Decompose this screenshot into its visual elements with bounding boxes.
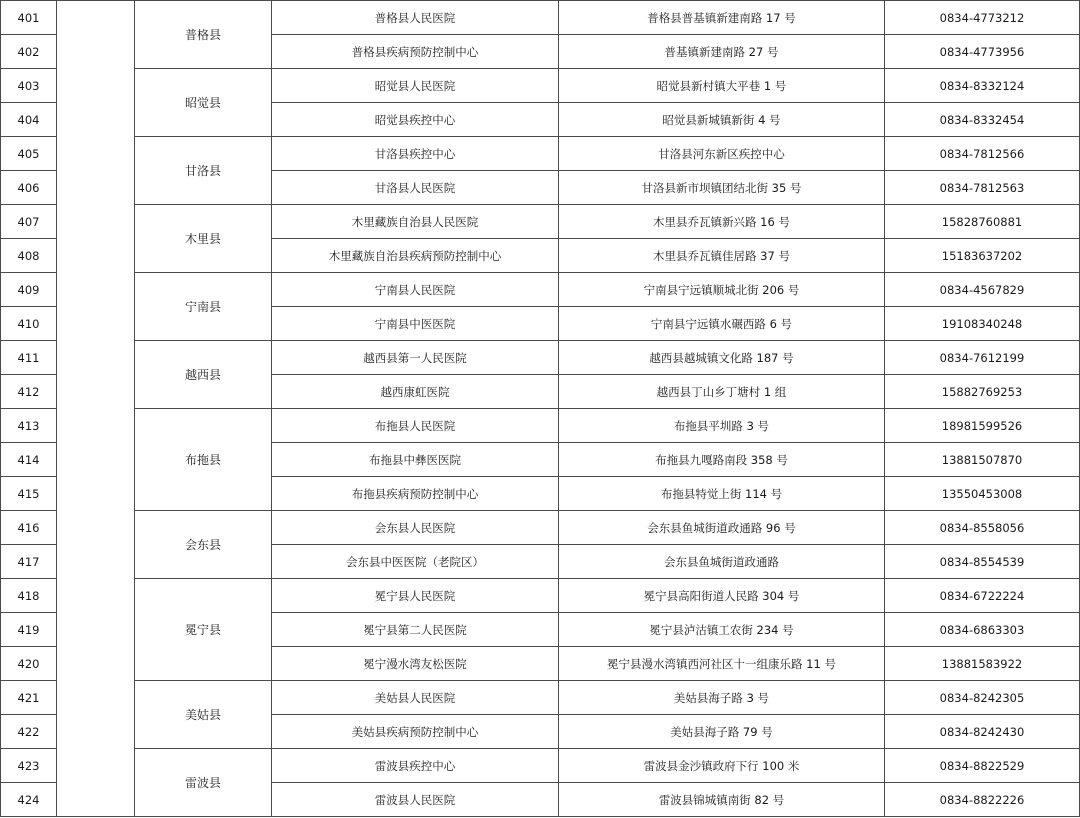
address: 宁南县宁远镇水碾西路 6 号 [559, 307, 885, 341]
address: 美姑县海子路 79 号 [559, 715, 885, 749]
phone-number: 0834-8822529 [885, 749, 1080, 783]
row-number: 420 [1, 647, 57, 681]
address: 木里县乔瓦镇佳居路 37 号 [559, 239, 885, 273]
row-number: 422 [1, 715, 57, 749]
address: 普基镇新建南路 27 号 [559, 35, 885, 69]
county-cell: 普格县 [135, 1, 272, 69]
institution-name: 木里藏族自治县疾病预防控制中心 [272, 239, 559, 273]
row-number: 412 [1, 375, 57, 409]
table-row [1, 205, 1080, 239]
institution-name: 木里藏族自治县人民医院 [272, 205, 559, 239]
row-number: 406 [1, 171, 57, 205]
phone-number: 0834-8242430 [885, 715, 1080, 749]
address: 会东县鱼城街道政通路 96 号 [559, 511, 885, 545]
phone-number: 13881507870 [885, 443, 1080, 477]
address: 雷波县金沙镇政府下行 100 米 [559, 749, 885, 783]
county-cell: 宁南县 [135, 273, 272, 341]
institution-name: 越西康虹医院 [272, 375, 559, 409]
address: 甘洛县新市坝镇团结北街 35 号 [559, 171, 885, 205]
institution-name: 雷波县疾控中心 [272, 749, 559, 783]
institution-name: 布拖县疾病预防控制中心 [272, 477, 559, 511]
row-number: 403 [1, 69, 57, 103]
table-row [1, 69, 1080, 103]
institution-name: 普格县人民医院 [272, 1, 559, 35]
county-cell: 甘洛县 [135, 137, 272, 205]
address: 越西县越城镇文化路 187 号 [559, 341, 885, 375]
row-number: 417 [1, 545, 57, 579]
phone-number: 0834-8332124 [885, 69, 1080, 103]
row-number: 405 [1, 137, 57, 171]
phone-number: 0834-6863303 [885, 613, 1080, 647]
table-row [1, 1, 1080, 35]
phone-number: 0834-6722224 [885, 579, 1080, 613]
institution-name: 越西县第一人民医院 [272, 341, 559, 375]
county-cell: 木里县 [135, 205, 272, 273]
institution-name: 普格县疾病预防控制中心 [272, 35, 559, 69]
table-row [1, 341, 1080, 375]
row-number: 416 [1, 511, 57, 545]
phone-number: 0834-7812563 [885, 171, 1080, 205]
address: 普格县普基镇新建南路 17 号 [559, 1, 885, 35]
address: 宁南县宁远镇顺城北街 206 号 [559, 273, 885, 307]
row-number: 424 [1, 783, 57, 817]
phone-number: 0834-4773956 [885, 35, 1080, 69]
row-number: 411 [1, 341, 57, 375]
institution-name: 雷波县人民医院 [272, 783, 559, 817]
county-cell: 雷波县 [135, 749, 272, 817]
address: 木里县乔瓦镇新兴路 16 号 [559, 205, 885, 239]
row-number: 414 [1, 443, 57, 477]
phone-number: 19108340248 [885, 307, 1080, 341]
address: 昭觉县新城镇新街 4 号 [559, 103, 885, 137]
address: 昭觉县新村镇大平巷 1 号 [559, 69, 885, 103]
institution-name: 昭觉县人民医院 [272, 69, 559, 103]
row-number: 419 [1, 613, 57, 647]
phone-number: 13881583922 [885, 647, 1080, 681]
phone-number: 15882769253 [885, 375, 1080, 409]
phone-number: 0834-8558056 [885, 511, 1080, 545]
county-cell: 昭觉县 [135, 69, 272, 137]
phone-number: 0834-8242305 [885, 681, 1080, 715]
phone-number: 0834-8822226 [885, 783, 1080, 817]
phone-number: 0834-8554539 [885, 545, 1080, 579]
institution-name: 甘洛县疾控中心 [272, 137, 559, 171]
row-number: 407 [1, 205, 57, 239]
phone-number: 0834-4773212 [885, 1, 1080, 35]
county-cell: 美姑县 [135, 681, 272, 749]
row-number: 421 [1, 681, 57, 715]
institution-name: 冕宁县第二人民医院 [272, 613, 559, 647]
address: 甘洛县河东新区疾控中心 [559, 137, 885, 171]
table-row [1, 579, 1080, 613]
row-number: 402 [1, 35, 57, 69]
table-row [1, 511, 1080, 545]
table-row [1, 409, 1080, 443]
institution-name: 昭觉县疾控中心 [272, 103, 559, 137]
row-number: 415 [1, 477, 57, 511]
table-row [1, 273, 1080, 307]
city-cell [57, 1, 135, 817]
row-number: 404 [1, 103, 57, 137]
address: 会东县鱼城街道政通路 [559, 545, 885, 579]
address: 冕宁县高阳街道人民路 304 号 [559, 579, 885, 613]
address: 雷波县锦城镇南街 82 号 [559, 783, 885, 817]
row-number: 410 [1, 307, 57, 341]
table-row [1, 749, 1080, 783]
row-number: 423 [1, 749, 57, 783]
county-cell: 冕宁县 [135, 579, 272, 681]
phone-number: 15828760881 [885, 205, 1080, 239]
institution-name: 甘洛县人民医院 [272, 171, 559, 205]
row-number: 418 [1, 579, 57, 613]
address: 布拖县特觉上街 114 号 [559, 477, 885, 511]
phone-number: 15183637202 [885, 239, 1080, 273]
institution-name: 布拖县中彝医医院 [272, 443, 559, 477]
row-number: 408 [1, 239, 57, 273]
phone-number: 13550453008 [885, 477, 1080, 511]
phone-number: 0834-7812566 [885, 137, 1080, 171]
county-cell: 越西县 [135, 341, 272, 409]
address: 布拖县九嘎路南段 358 号 [559, 443, 885, 477]
county-cell: 会东县 [135, 511, 272, 579]
institution-name: 冕宁县人民医院 [272, 579, 559, 613]
phone-number: 18981599526 [885, 409, 1080, 443]
phone-number: 0834-7612199 [885, 341, 1080, 375]
county-cell: 布拖县 [135, 409, 272, 511]
address: 美姑县海子路 3 号 [559, 681, 885, 715]
row-number: 409 [1, 273, 57, 307]
table-row [1, 681, 1080, 715]
institution-name: 美姑县疾病预防控制中心 [272, 715, 559, 749]
row-number: 401 [1, 1, 57, 35]
table-body [1, 1, 1080, 817]
institution-name: 宁南县中医医院 [272, 307, 559, 341]
table-row [1, 137, 1080, 171]
institution-name: 美姑县人民医院 [272, 681, 559, 715]
address: 越西县丁山乡丁塘村 1 组 [559, 375, 885, 409]
row-number: 413 [1, 409, 57, 443]
phone-number: 0834-4567829 [885, 273, 1080, 307]
phone-number: 0834-8332454 [885, 103, 1080, 137]
address: 冕宁县漫水湾镇西河社区十一组康乐路 11 号 [559, 647, 885, 681]
institution-name: 布拖县人民医院 [272, 409, 559, 443]
institution-name: 冕宁漫水湾友松医院 [272, 647, 559, 681]
institution-name: 会东县中医医院（老院区） [272, 545, 559, 579]
institution-name: 宁南县人民医院 [272, 273, 559, 307]
institution-name: 会东县人民医院 [272, 511, 559, 545]
address: 布拖县平圳路 3 号 [559, 409, 885, 443]
address: 冕宁县泸沽镇工农街 234 号 [559, 613, 885, 647]
